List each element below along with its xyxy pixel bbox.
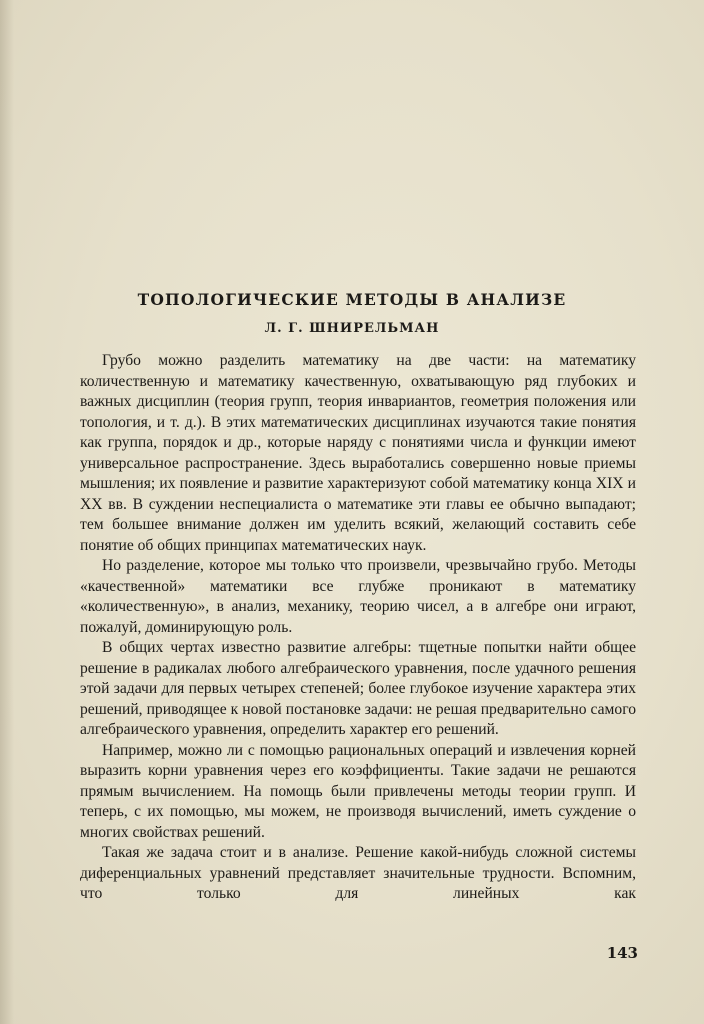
page-number: 143 <box>606 944 638 962</box>
page-edge-shadow <box>0 0 14 1024</box>
article-title: ТОПОЛОГИЧЕСКИЕ МЕТОДЫ В АНАЛИЗЕ <box>137 290 567 309</box>
paragraph-2: Но разделение, которое мы только что произвели, чрезвычайно грубо. Методы «качественной» математики все глубже проникают в математику «количественную», в анализ, механику, теорию чисел, а в алгебре они играют, пожалуй, доминирующую роль. <box>80 557 636 636</box>
paragraph-5: Такая же задача стоит и в анализе. Решение какой-нибудь сложной системы диференциальных уравнений представляет значительные трудности. Вспомним, что только для линейных как <box>80 844 636 902</box>
paragraph-1: Грубо можно разделить математику на две части: на математику количественную и математику качественную, охватывающую ряд глубоких и важных дисциплин (теория групп, теория инвариантов, геометрия положения или топология, и т. д.). В этих математических дисциплинах изучаются такие понятия как группа, порядок и др., которые наряду с понятиями числа и функции имеют универсальное распространение. Здесь выработались совершенно новые приемы мышления; их появление и развитие характеризуют собой математику конца XIX и XX вв. В суждении неспециалиста о математике эти главы ее обычно выпадают; тем большее внимание должен им уделить всякий, желающий составить себе понятие об общих принципах математических наук. <box>80 352 636 554</box>
article-author: Л. Г. ШНИРЕЛЬМАН <box>264 321 440 336</box>
paragraph-4: Например, можно ли с помощью рациональных операций и извлечения корней выразить корни уравнения через его коэффициенты. Такие задачи не решаются прямым вычислением. На помощь были привлечены методы теории групп. И теперь, с их помощью, мы можем, не производя вычислений, иметь суждение о многих свойствах решений. <box>80 741 636 841</box>
article-body <box>80 351 636 905</box>
paragraph-3: В общих чертах известно развитие алгебры: тщетные попытки найти общее решение в радикалах любого алгебраического уравнения, после удачного решения этой задачи для первых четырех степеней; более глубокое изучение характера этих решений, приводящее к новой постановке задачи: не решая предварительно самого алгебраического уравнения, определить характер его решений. <box>80 639 636 738</box>
